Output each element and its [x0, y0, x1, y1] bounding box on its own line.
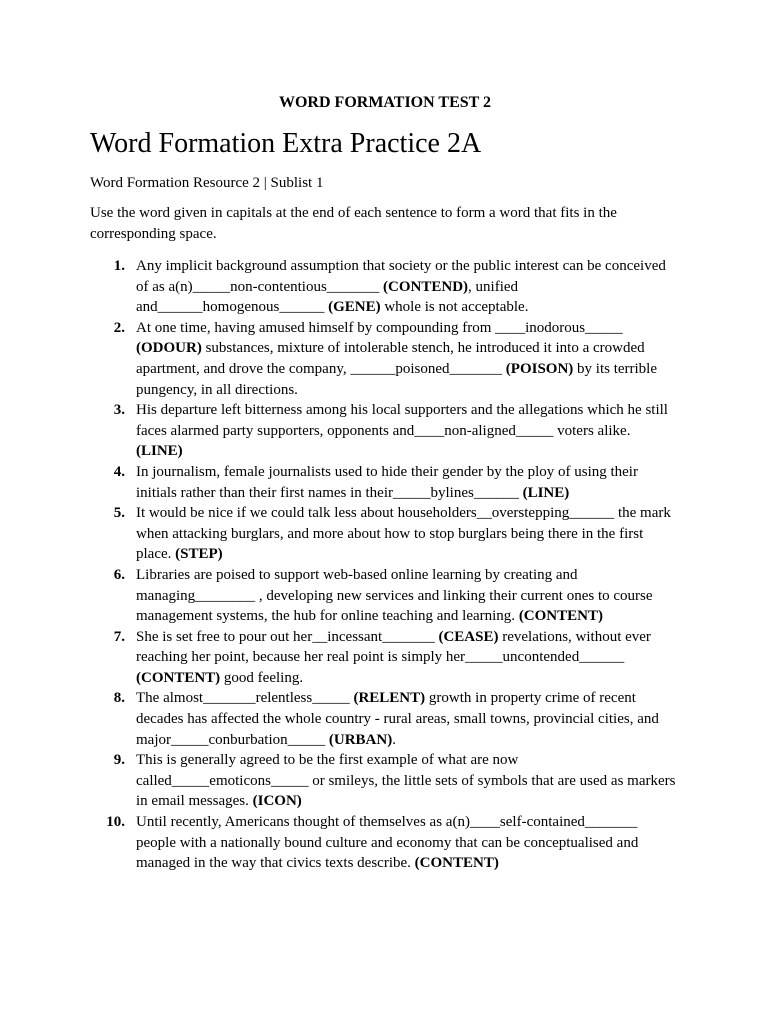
question-text: Libraries are poised to support web-based online learning by creating and managing________ , developing new services and linking their current ones to course management systems, the hub for online teaching and learning. — [136, 566, 653, 625]
question-text: Until recently, Americans thought of themselves as a(n)____self-contained_______ people with a nationally bound culture and economy that can be conceptualised and managed in the way that civics texts describe. — [136, 814, 639, 872]
question-number: 4. — [113, 463, 125, 480]
question-text: substances, mixture of intolerable stench, he introduced it into a crowded apartment, and drove the company, ______poisoned_______ — [136, 340, 645, 377]
question-number: 5. — [113, 505, 125, 522]
question-number: 9. — [113, 752, 125, 769]
question-text: by its terrible pungency, in all directions. — [136, 360, 658, 398]
question-text: . — [392, 731, 396, 748]
capital-word: (LINE) — [522, 484, 570, 501]
subtitle: Word Formation Resource 2 | Sublist 1 — [90, 175, 324, 191]
question-number: 6. — [113, 566, 125, 583]
question-number: 3. — [113, 402, 125, 419]
question-item — [90, 462, 680, 503]
capital-word: (URBAN) — [328, 731, 393, 748]
capital-word: (RELENT) — [353, 690, 426, 707]
capital-word: (LINE) — [136, 443, 183, 460]
capital-word: (CONTENT) — [518, 608, 603, 625]
page-title: Word Formation Extra Practice 2A — [90, 128, 482, 159]
capital-word: (CONTENT) — [414, 855, 499, 872]
question-number: 7. — [113, 628, 125, 645]
instructions: Use the word given in capitals at the end of each sentence to form a word that fits in the corresponding space. — [90, 205, 617, 242]
question-text: whole is not acceptable. — [380, 299, 529, 316]
question-item — [90, 400, 680, 462]
question-item — [90, 812, 680, 874]
question-text: growth in property crime of recent decades has affected the whole country - rural areas, small towns, provincial cities, and major_____conburbation_____ — [136, 690, 659, 748]
question-text: She is set free to pour out her__incessant_______ — [136, 628, 439, 645]
question-text: In journalism, female journalists used to hide their gender by the ploy of using their initials rather than their first names in their_____bylines______ — [136, 463, 638, 501]
question-item — [90, 503, 680, 565]
capital-word: (POISON) — [505, 360, 574, 377]
question-text: revelations, without ever reaching her point, because her real point is simply her_____uncontended______ — [136, 628, 651, 666]
question-item — [90, 688, 680, 750]
question-number: 1. — [113, 258, 125, 274]
capital-word: (GENE) — [328, 299, 381, 316]
question-number: 8. — [113, 690, 125, 707]
question-text: The almost_______relentless_____ — [136, 690, 354, 707]
questions-list — [90, 256, 680, 874]
capital-word: (CEASE) — [438, 628, 499, 645]
question-text: This is generally agreed to be the first example of what are now called_____emoticons_____ or smileys, the little sets of symbols that are used as markers in email messages. — [136, 752, 676, 810]
question-item — [90, 318, 680, 400]
capital-word: (CONTEND) — [383, 278, 469, 295]
capital-word: (STEP) — [175, 546, 223, 563]
question-number: 10. — [106, 814, 125, 831]
question-item — [90, 256, 680, 318]
question-text: , unified and______homogenous______ — [136, 278, 519, 316]
capital-word: (ICON) — [252, 793, 302, 810]
question-item — [90, 565, 680, 627]
question-text: It would be nice if we could talk less about householders__overstepping______ the mark when attacking burglars, and more about how to stop burglars being there in the first place. — [136, 505, 671, 563]
question-text: His departure left bitterness among his local supporters and the allegations which he still faces alarmed party supporters, opponents and____non-aligned_____ voters alike. — [136, 402, 668, 439]
question-text: At one time, having amused himself by compounding from ____inodorous_____ — [136, 319, 623, 336]
capital-word: (CONTENT) — [136, 669, 221, 686]
question-item — [90, 627, 680, 689]
question-number: 2. — [113, 319, 125, 336]
capital-word: (ODOUR) — [136, 340, 202, 357]
question-text: Any implicit background assumption that society or the public interest can be conceived of as a(n)_____non-contentious_______ — [136, 258, 666, 295]
main-heading: WORD FORMATION TEST 2 — [278, 94, 492, 111]
document-page — [90, 93, 680, 874]
question-item — [90, 750, 680, 812]
question-text: good feeling. — [220, 669, 304, 686]
